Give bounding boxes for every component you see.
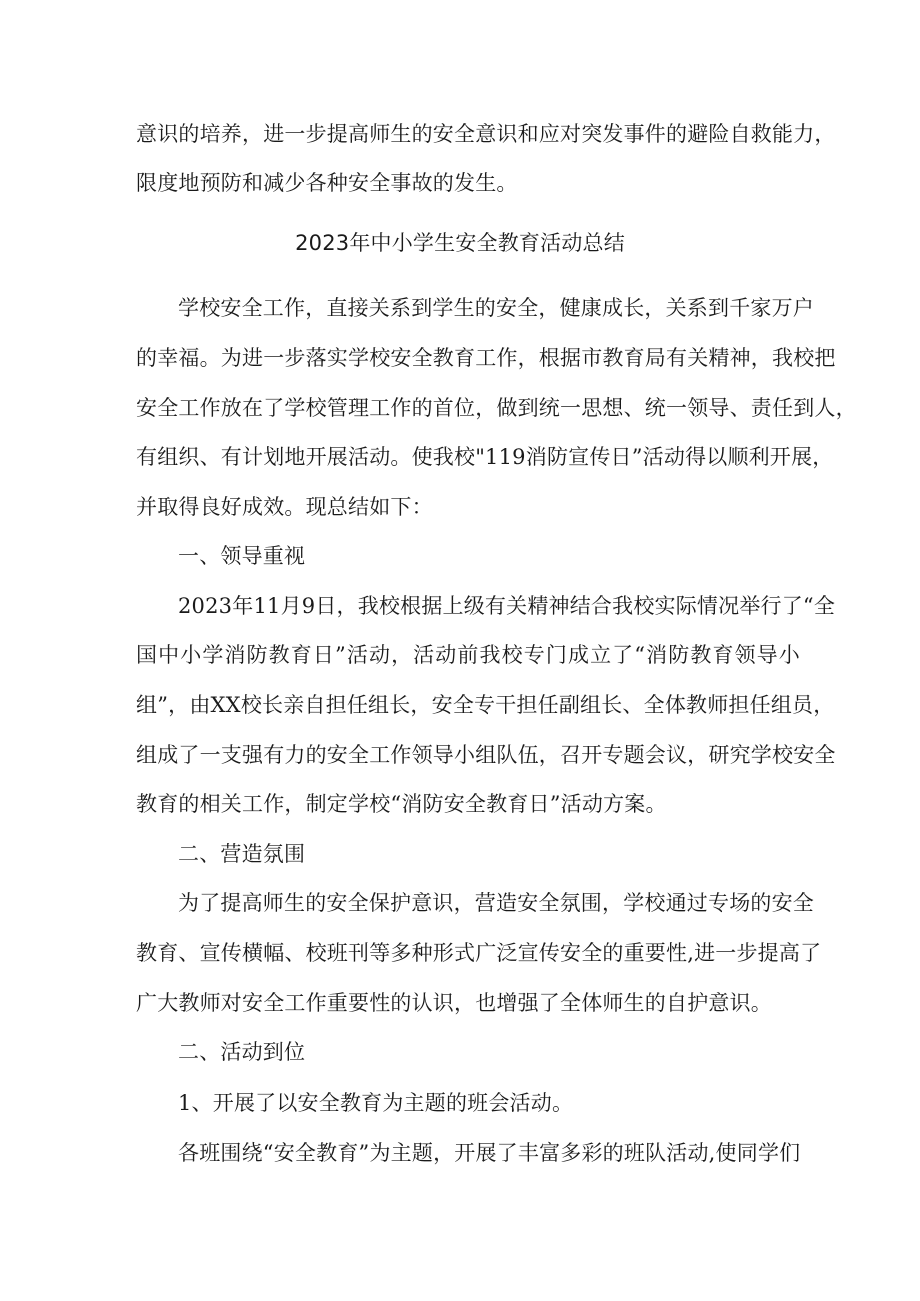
section2-text-line: 为了提高师生的安全保护意识，营造安全氛围，学校通过专场的安全 xyxy=(178,891,814,915)
intro-text-line: 有组织、有计划地开展活动。使我校"119消防宣传日”活动得以顺利开展， xyxy=(136,445,834,469)
intro-text-line: 并取得良好成效。现总结如下： xyxy=(136,495,433,519)
section1-text-line: 国中小学消防教育日”活动，活动前我校专门成立了“消防教育领导小 xyxy=(136,643,800,667)
section-heading: 一、领导重视 xyxy=(178,544,306,568)
section1-text-line: 教育的相关工作，制定学校“消防安全教育日”活动方案。 xyxy=(136,792,667,816)
body-text-line: 意识的培养，进一步提高师生的安全意识和应对突发事件的避险自救能力， xyxy=(136,122,836,146)
intro-text-line: 学校安全工作，直接关系到学生的安全，健康成长，关系到千家万户 xyxy=(178,296,814,320)
section2-text-line: 教育、宣传横幅、校班刊等多种形式广泛宣传安全的重要性,进一步提高了 xyxy=(136,941,822,965)
section-heading: 二、营造氛围 xyxy=(178,842,306,866)
section-heading: 二、活动到位 xyxy=(178,1040,306,1064)
section3-text-line: 各班围绕“安全教育”为主题，开展了丰富多彩的班队活动,使同学们 xyxy=(178,1141,801,1165)
section1-text-line: 组”，由XX校长亲自担任组长，安全专干担任副组长、全体教师担任组员， xyxy=(136,693,835,717)
intro-text-line: 安全工作放在了学校管理工作的首位，做到统一思想、统一领导、责任到人， xyxy=(136,396,857,420)
body-text-line: 限度地预防和减少各种安全事故的发生。 xyxy=(136,171,518,195)
document-title: 2023年中小学生安全教育活动总结 xyxy=(295,231,625,255)
intro-text-line: 的幸福。为进一步落实学校安全教育工作，根据市教育局有关精神，我校把 xyxy=(136,346,836,370)
list-item: 1、开展了以安全教育为主题的班会活动。 xyxy=(178,1091,574,1115)
section1-text-line: 组成了一支强有力的安全工作领导小组队伍，召开专题会议，研究学校安全 xyxy=(136,743,836,767)
section1-text-line: 2023年11月9日，我校根据上级有关精神结合我校实际情况举行了“全 xyxy=(178,594,836,618)
section2-text-line: 广大教师对安全工作重要性的认识，也增强了全体师生的自护意识。 xyxy=(136,991,772,1015)
